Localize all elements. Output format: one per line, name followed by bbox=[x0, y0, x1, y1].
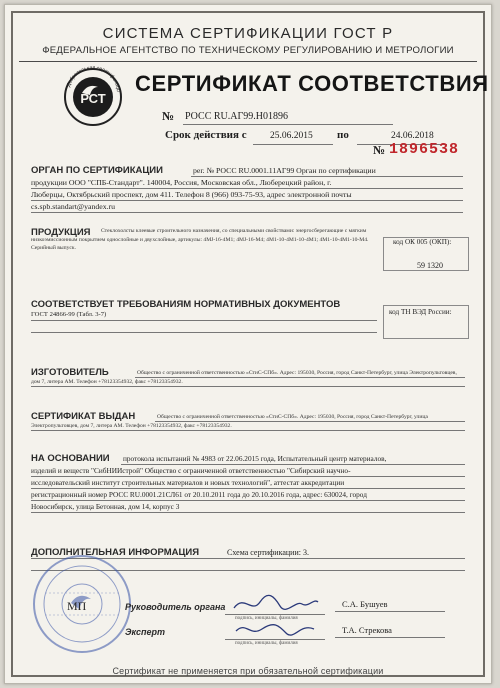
footer-note: Сертификат не применяется при обязательной сертификации bbox=[112, 666, 384, 676]
certificate-number: РОСС RU.АГ99.Н01896 bbox=[185, 111, 288, 122]
organ-label: ОРГАН ПО СЕРТИФИКАЦИИ bbox=[31, 165, 163, 176]
number-label: № bbox=[162, 109, 175, 123]
certificate-title: СЕРТИФИКАТ СООТВЕТСТВИЯ bbox=[135, 71, 489, 96]
tnved-label: код ТН ВЭД России: bbox=[389, 308, 452, 316]
certification-system-heading: СИСТЕМА СЕРТИФИКАЦИИ ГОСТ Р bbox=[102, 25, 394, 42]
manufacturer-label: ИЗГОТОВИТЕЛЬ bbox=[31, 367, 109, 378]
serial-label: № bbox=[373, 143, 386, 157]
basis-line-3: исследовательский институт строительных материалов и новых технологий", аттестат аккредитации bbox=[31, 478, 345, 487]
product-description: Стеклохолсты клеевые строительного назначения, со специальными свойствами: энергосберегающие с мягким низкоэмиссионным покрытием однослойные и двухслойные, артикулы: 4МJ-16-4М1; 4МJ-16-М4; 4М1-10-4М1-10-4М1; 4М1-10-4М1-10-М4. Серийный выпуск. bbox=[31, 228, 369, 252]
validity-to: 24.06.2018 bbox=[391, 131, 434, 141]
conformity-label: СООТВЕТСТВУЕТ ТРЕБОВАНИЯМ НОРМАТИВНЫХ ДОКУМЕНТОВ bbox=[31, 299, 341, 310]
head-name: С.А. Бушуев bbox=[342, 599, 388, 609]
expert-label: Эксперт bbox=[125, 627, 166, 637]
issued-to-label: СЕРТИФИКАТ ВЫДАН bbox=[31, 411, 136, 422]
validity-from: 25.06.2015 bbox=[270, 131, 313, 141]
expert-name: Т.А. Стрекова bbox=[342, 625, 392, 635]
product-label: ПРОДУКЦИЯ bbox=[31, 227, 91, 238]
head-signature-caption: подпись, инициалы, фамилия bbox=[235, 616, 298, 621]
organ-line-2: продукции ООО "СПБ-Стандарт". 140004, Россия, Московская обл., Люберецкий район, г. bbox=[31, 178, 332, 187]
logo-arc-text: Добровольная сертификаци bbox=[65, 64, 121, 93]
certificate-sheet bbox=[4, 4, 492, 684]
organ-line-3: Люберцы, Октябрьский проспект, дом 411. Телефон 8 (966) 093-75-93, адрес электронной почты bbox=[31, 190, 352, 199]
validity-label: Срок действия с bbox=[165, 129, 247, 141]
basis-label: НА ОСНОВАНИИ bbox=[31, 453, 110, 464]
logo-letters: РСТ bbox=[80, 91, 106, 106]
basis-line-4: регистрационный номер РОСС RU.0001.21СЛ61 от 20.10.2011 года до 20.10.2016 года, адрес: 630024, город bbox=[31, 490, 367, 499]
organ-line-4: cs.spb.standart@yandex.ru bbox=[31, 202, 116, 211]
certification-scheme: Схема сертификации: 3. bbox=[227, 548, 309, 557]
serial-number: 1896538 bbox=[389, 141, 460, 158]
okp-label: код ОК 005 (ОКП): bbox=[393, 238, 452, 246]
organ-line-1: рег. № РОСС RU.0001.11АГ99 Орган по сертификации bbox=[193, 166, 376, 175]
manufacturer-text: Общество с ограниченной ответственностью «СтиС-СПб». Адрес: 195030, Россия, город Санкт-Петербург, улица Электропультовцев, дом 7, литера АМ. Телефон +78123354932, факс +78123354932. bbox=[31, 370, 457, 385]
seal-place-mark: МП bbox=[67, 599, 87, 613]
validity-to-label: по bbox=[337, 129, 349, 141]
number-underline bbox=[183, 124, 393, 125]
basis-line-5: Новосибирск, улица Бетонная, дом 14, корпус 3 bbox=[31, 502, 180, 511]
okp-code: 59 1320 bbox=[417, 261, 443, 270]
header-divider bbox=[19, 61, 477, 62]
head-label: Руководитель органа bbox=[125, 602, 226, 612]
expert-signature bbox=[230, 615, 322, 641]
issued-to-text: Общество с ограниченной ответственностью «СтиС-СПб». Адрес: 195030, Россия, город Санкт-Петербург, улица Электропультовцев, дом 7, литера АМ. Телефон +78123354932, факс +78123354932. bbox=[31, 414, 428, 429]
basis-line-2: изделий и веществ "СибНИИстрой" Общество с ограниченной ответственностью "Сибирский научно- bbox=[31, 466, 351, 475]
head-signature bbox=[230, 590, 322, 616]
normative-document: ГОСТ 24866-99 (Табл. 3-7) bbox=[31, 311, 107, 318]
expert-signature-caption: подпись, инициалы, фамилия bbox=[235, 641, 298, 646]
basis-line-1: протокола испытаний № 4983 от 22.06.2015 года, Испытательный центр материалов, bbox=[123, 454, 387, 463]
additional-info-label: ДОПОЛНИТЕЛЬНАЯ ИНФОРМАЦИЯ bbox=[31, 547, 200, 558]
from-underline bbox=[253, 144, 333, 145]
rst-certification-logo bbox=[60, 63, 126, 129]
agency-heading: ФЕДЕРАЛЬНОЕ АГЕНТСТВО ПО ТЕХНИЧЕСКОМУ РЕГУЛИРОВАНИЮ И МЕТРОЛОГИИ bbox=[42, 45, 454, 56]
